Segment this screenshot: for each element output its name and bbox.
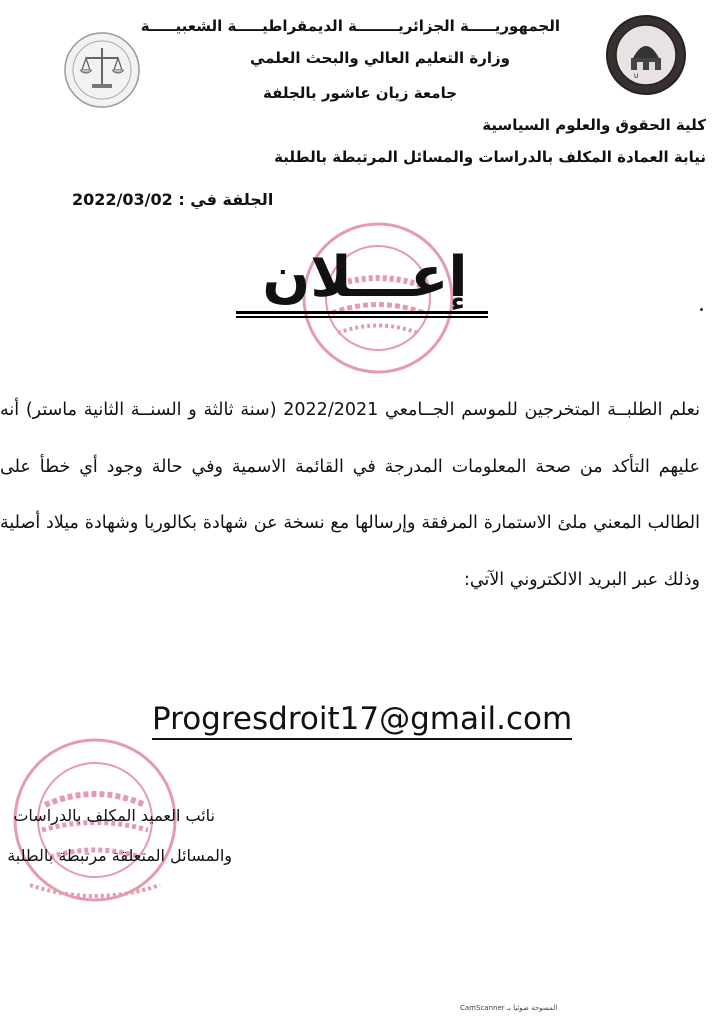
university-heading: جامعة زيان عاشور بالجلفة bbox=[262, 84, 458, 102]
contact-email[interactable]: Progresdroit17@gmail.com bbox=[152, 700, 572, 740]
signatory-title-line1: نائب العميد المكلف بالدراسات bbox=[13, 806, 215, 825]
deanship-heading: نيابة العمادة المكلف بالدراسات والمسائل المرتبطة بالطلبة bbox=[274, 148, 706, 166]
republic-heading: الجمهوريـــــة الجزائريــــــــة الديمقراطيـــــة الشعبيـــــة bbox=[140, 17, 560, 35]
signatory-title-line2: والمسائل المتعلقة مرتبطة بالطلبة bbox=[7, 846, 232, 865]
title-underline-second bbox=[236, 316, 488, 318]
scanner-watermark: CamScanner المسوحة ضوئيا بـ bbox=[460, 1004, 558, 1012]
faculty-logo-icon bbox=[62, 30, 142, 110]
svg-text:U: U bbox=[634, 73, 639, 80]
announcement-body: نعلم الطلبــة المتخرجين للموسم الجــامعي 2022/2021 (سنة ثالثة و السنــة الثانية ماستر) أنه عليهم التأكد من صحة المعلومات المدرجة في القائمة الاسمية وفي حالة وجود أي خطأ على الطالب المعني ملئ الاستمارة المرفقة وإرسالها مع نسخة عن شهادة بكالوريا وشهادة ميلاد أصلية وذلك عبر البريد الالكتروني الآتي: bbox=[0, 400, 700, 590]
scan-dot bbox=[700, 308, 703, 311]
date-line: الجلفة في : 2022/03/02 bbox=[72, 190, 274, 209]
announcement-title: إعـــلان bbox=[262, 245, 468, 310]
university-logo-icon bbox=[605, 14, 687, 96]
title-underline bbox=[236, 311, 488, 314]
ministry-heading: وزارة التعليم العالي والبحث العلمي bbox=[249, 49, 511, 67]
faculty-heading: كلية الحقوق والعلوم السياسية bbox=[482, 116, 706, 134]
